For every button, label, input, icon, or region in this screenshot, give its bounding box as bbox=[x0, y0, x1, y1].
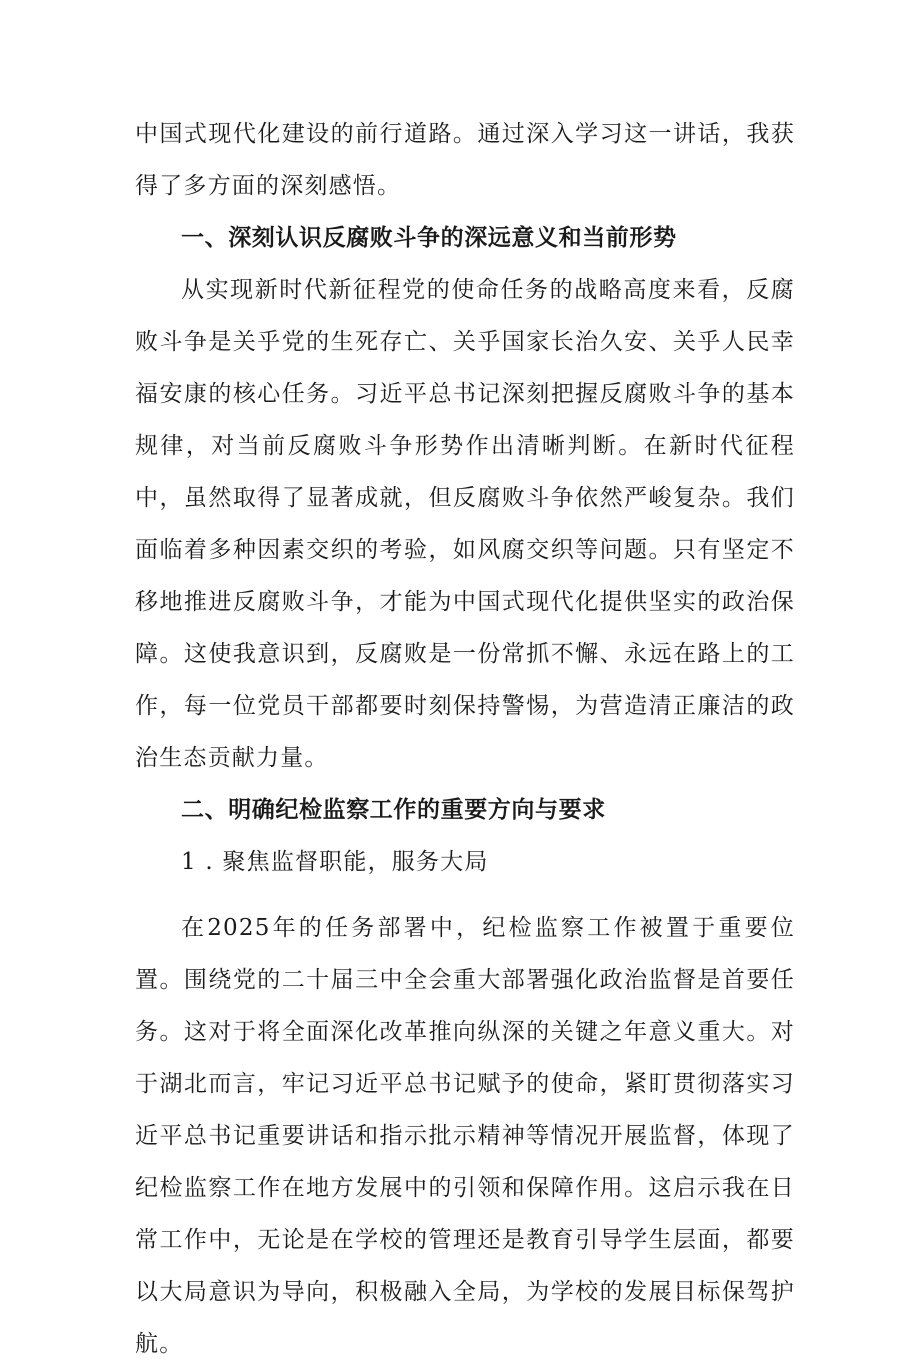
continuation-paragraph: 中国式现代化建设的前行道路。通过深入学习这一讲话，我获得了多方面的深刻感悟。 bbox=[135, 121, 795, 199]
section-heading-2: 二、明确纪检监察工作的重要方向与要求 bbox=[181, 797, 606, 823]
document-body bbox=[135, 108, 795, 1370]
body-paragraph-2: 在2025年的任务部署中，纪检监察工作被置于重要位置。围绕党的二十届三中全会重大部署强化政治监督是首要任务。这对于将全面深化改革推向纵深的关键之年意义重大。对于湖北而言，牢记习近平总书记赋予的使命，紧盯贯彻落实习近平总书记重要讲话和指示批示精神等情况开展监督，体现了纪检监察工作在地方发展中的引领和保障作用。这启示我在日常工作中，无论是在学校的管理还是教育引导学生层面，都要以大局意识为导向，积极融入全局，为学校的发展目标保驾护航。 bbox=[135, 915, 795, 1357]
subsection-heading-2-1: 1 . 聚焦监督职能，服务大局 bbox=[181, 849, 489, 875]
section-heading-1: 一、深刻认识反腐败斗争的深远意义和当前形势 bbox=[181, 225, 677, 251]
body-paragraph-1: 从实现新时代新征程党的使命任务的战略高度来看，反腐败斗争是关乎党的生死存亡、关乎国家长治久安、关乎人民幸福安康的核心任务。习近平总书记深刻把握反腐败斗争的基本规律，对当前反腐败斗争形势作出清晰判断。在新时代征程中，虽然取得了显著成就，但反腐败斗争依然严峻复杂。我们面临着多种因素交织的考验，如风腐交织等问题。只有坚定不移地推进反腐败斗争，才能为中国式现代化提供坚实的政治保障。这使我意识到，反腐败是一份常抓不懈、永远在路上的工作，每一位党员干部都要时刻保持警惕，为营造清正廉洁的政治生态贡献力量。 bbox=[135, 277, 795, 771]
